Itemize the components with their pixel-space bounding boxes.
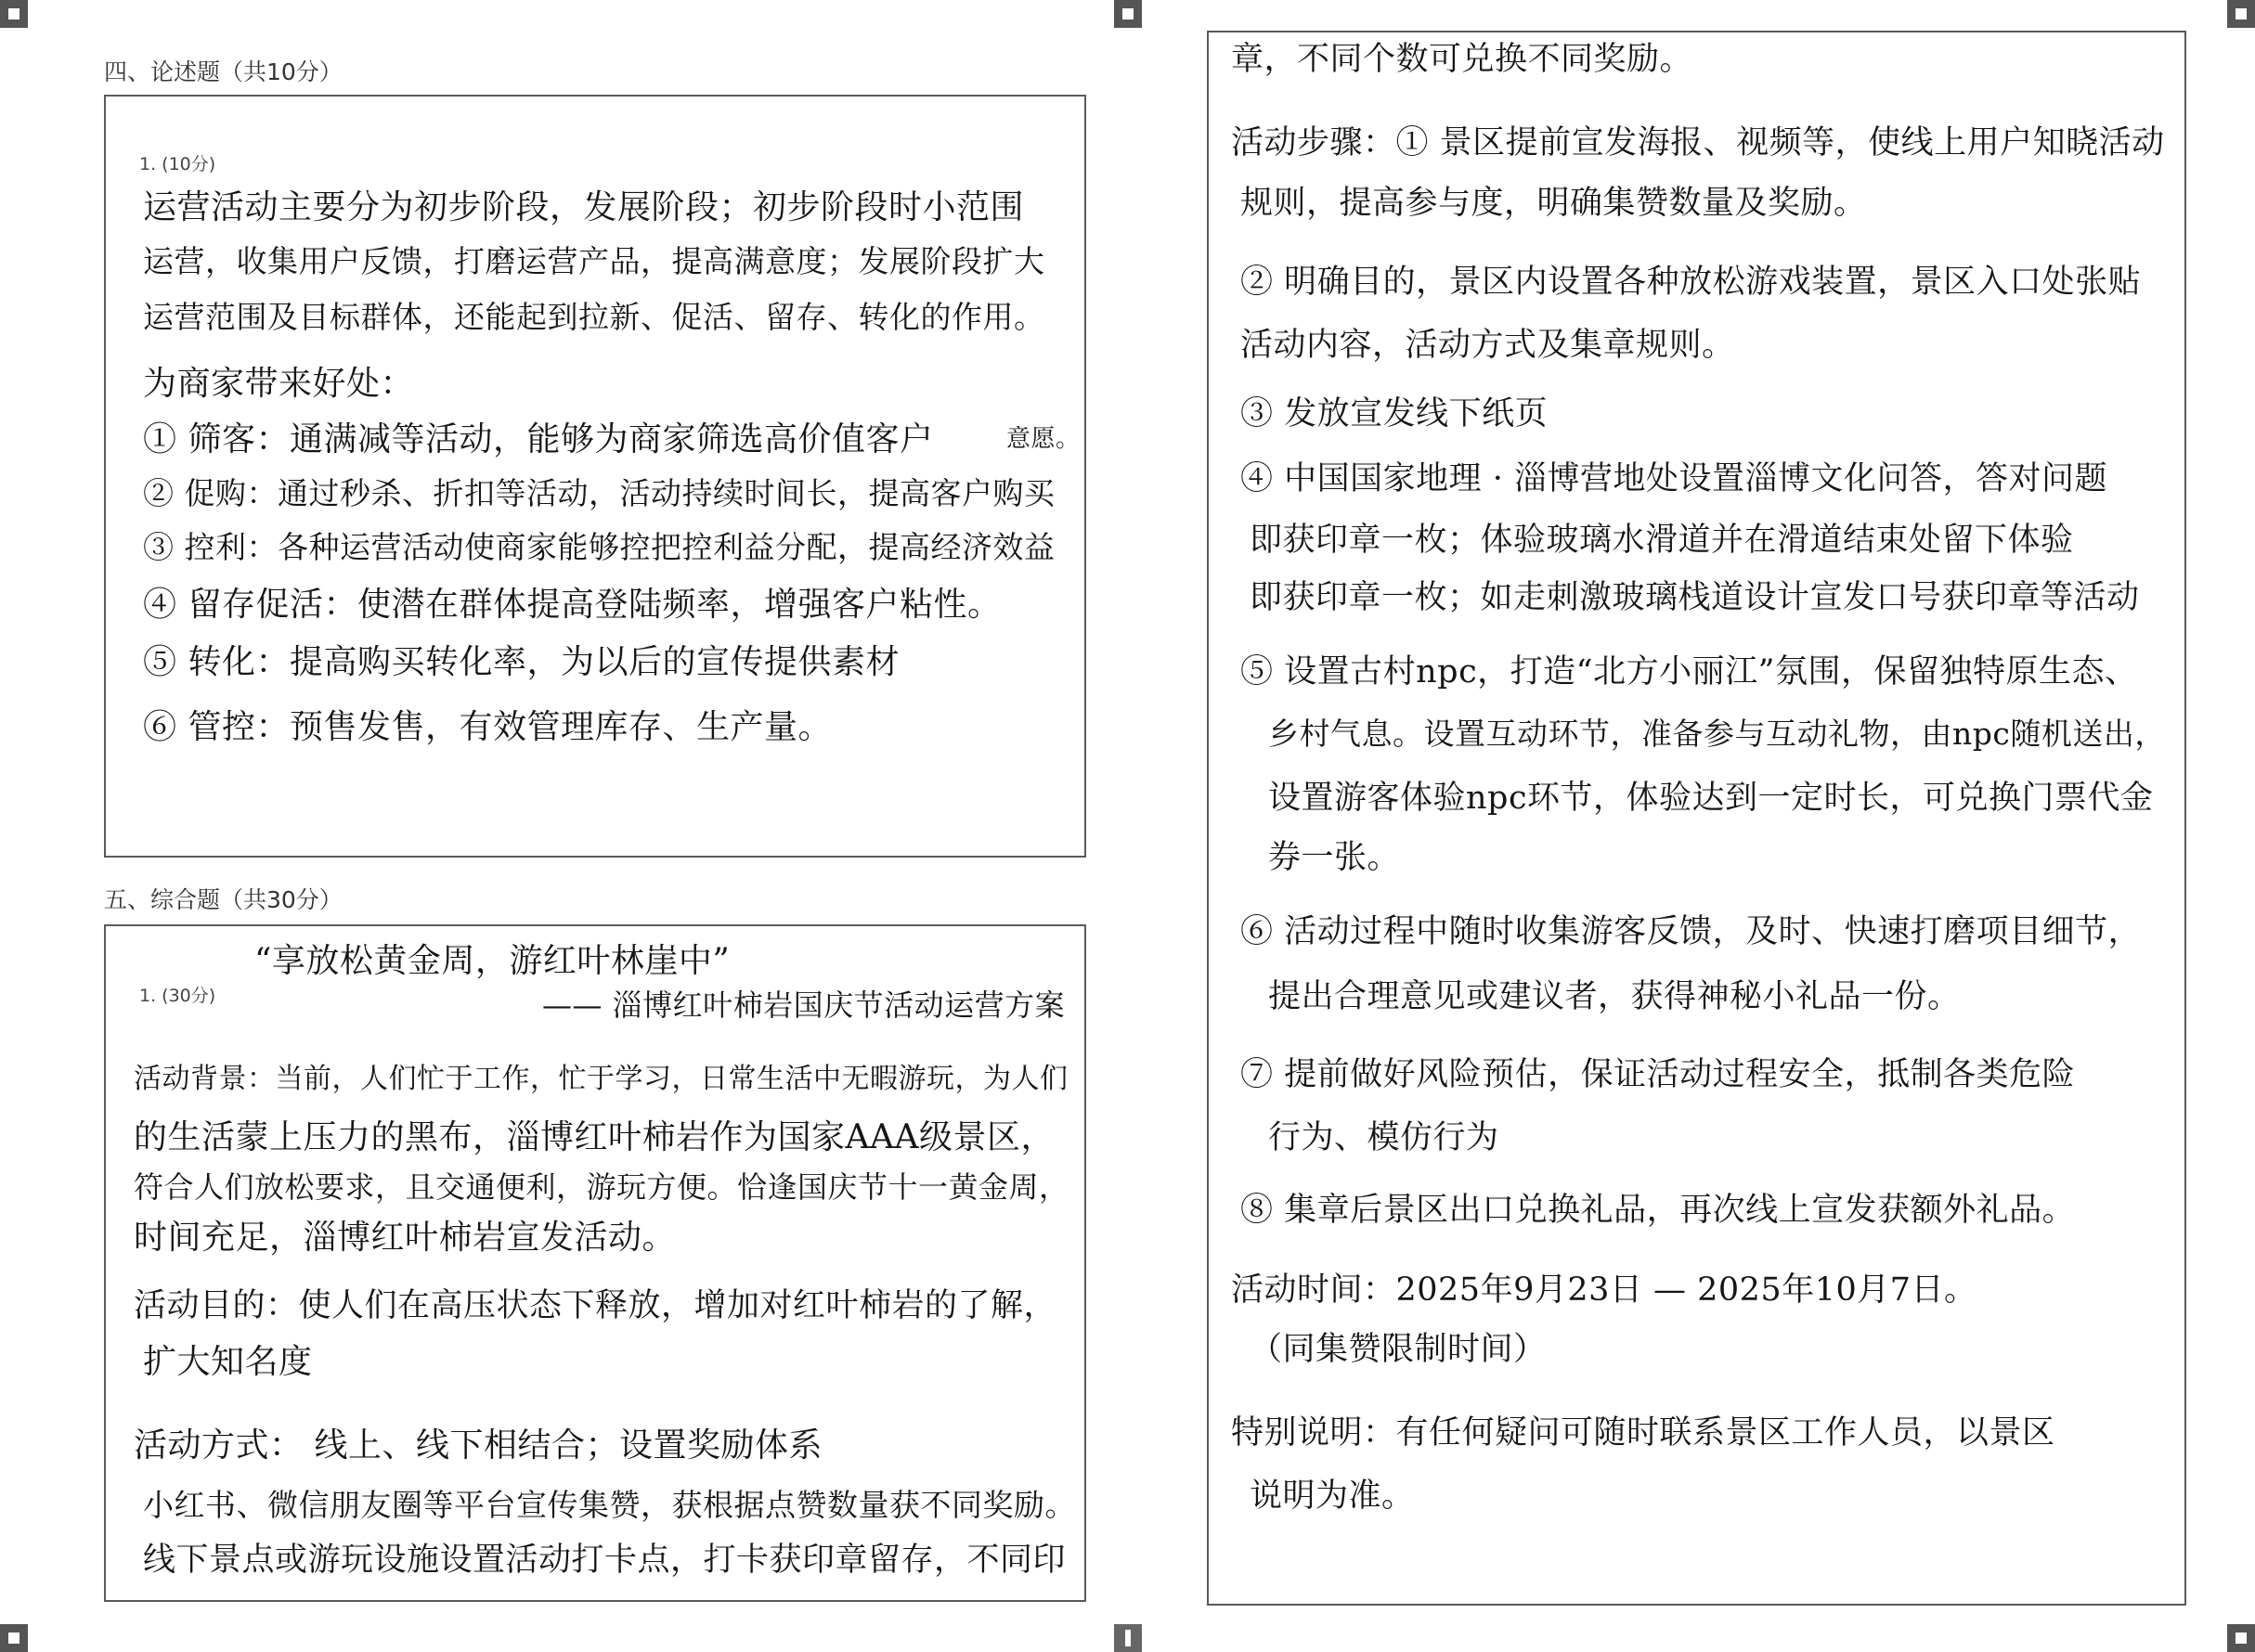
- scan-marker-top-center: [1114, 0, 1142, 28]
- section-4-line-3: 运营范围及目标群体，还能起到拉新、促活、留存、转化的作用。: [143, 301, 1045, 335]
- scan-marker-bottom-left: [0, 1624, 28, 1652]
- section-4-line-5: ① 筛客：通满减等活动，能够为商家筛选高价值客户: [143, 421, 934, 458]
- right-line-5: 活动内容，活动方式及集章规则。: [1240, 328, 1735, 364]
- right-line-10: ⑤ 设置古村npc，打造“北方小丽江”氛围，保留独特原生态、: [1240, 654, 2138, 690]
- right-line-22: 说明为准。: [1250, 1478, 1415, 1515]
- section-4-margin-note: 意愿。: [1006, 426, 1081, 453]
- section-4-line-1: 运营活动主要分为初步阶段，发展阶段；初步阶段时小范围: [143, 189, 1025, 226]
- section-5-title: 五、综合题（共30分）: [104, 886, 343, 913]
- right-line-6: ③ 发放宣发线下纸页: [1240, 396, 1549, 432]
- right-line-16: ⑦ 提前做好风险预估，保证活动过程安全，抵制各类危险: [1240, 1057, 2076, 1093]
- scan-marker-bottom-center: [1114, 1624, 1142, 1652]
- section-5-question-label: 1. (30分): [139, 986, 216, 1006]
- right-line-18: ⑧ 集章后景区出口兑换礼品，再次线上宣发获额外礼品。: [1240, 1193, 2076, 1229]
- right-line-3: 规则，提高参与度，明确集赞数量及奖励。: [1240, 186, 1867, 222]
- right-line-2: 活动步骤：① 景区提前宣发海报、视频等，使线上用户知晓活动: [1231, 125, 2165, 161]
- right-line-15: 提出合理意见或建议者，获得神秘小礼品一份。: [1268, 979, 1961, 1015]
- section-5-activity-title: “享放松黄金周，游红叶林崖中”: [254, 943, 731, 980]
- right-line-12: 设置游客体验npc环节，体验达到一定时长，可兑换门票代金: [1268, 781, 2154, 817]
- section-5-line-8: 扩大知名度: [143, 1344, 313, 1381]
- right-answer-box: [1207, 31, 2186, 1606]
- right-line-13: 券一张。: [1268, 840, 1401, 876]
- section-4-line-10: ⑥ 管控：预售发售，有效管理库存、生产量。: [143, 709, 832, 746]
- section-5-line-6: 时间充足，淄博红叶柿岩宣发活动。: [134, 1220, 677, 1257]
- section-5-line-10: 小红书、微信朋友圈等平台宣传集赞，获根据点赞数量获不同奖励。: [143, 1489, 1076, 1523]
- scan-marker-top-right: [2227, 0, 2255, 28]
- right-line-4: ② 明确目的，景区内设置各种放松游戏装置，景区入口处张贴: [1240, 265, 2142, 301]
- section-5-line-4: 的生活蒙上压力的黑布，淄博红叶柿岩作为国家AAA级景区，: [134, 1119, 1055, 1156]
- right-line-8: 即获印章一枚；体验玻璃水滑道并在滑道结束处留下体验: [1250, 523, 2074, 559]
- section-5-line-3: 活动背景：当前，人们忙于工作，忙于学习，日常生活中无暇游玩，为人们: [134, 1064, 1069, 1094]
- right-line-17: 行为、模仿行为: [1268, 1120, 1499, 1156]
- right-line-1: 章，不同个数可兑换不同奖励。: [1231, 42, 1693, 78]
- right-line-11: 乡村气息。设置互动环节，准备参与互动礼物，由npc随机送出，: [1268, 717, 2166, 752]
- right-line-21: 特别说明：有任何疑问可随时联系景区工作人员，以景区: [1231, 1415, 2055, 1452]
- section-4-title: 四、论述题（共10分）: [104, 58, 343, 85]
- section-4-answer-box: [104, 95, 1086, 858]
- section-4-line-2: 运营，收集用户反馈，打磨运营产品，提高满意度；发展阶段扩大: [143, 245, 1045, 279]
- section-4-question-label: 1. (10分): [139, 154, 216, 174]
- right-line-7: ④ 中国国家地理 · 淄博营地处设置淄博文化问答，答对问题: [1240, 461, 2108, 497]
- right-line-9: 即获印章一枚；如走刺激玻璃栈道设计宣发口号获印章等活动: [1250, 580, 2140, 616]
- section-5-line-7: 活动目的：使人们在高压状态下释放，增加对红叶柿岩的了解，: [134, 1288, 1057, 1324]
- scan-marker-bottom-right: [2227, 1624, 2255, 1652]
- section-4-line-9: ⑤ 转化：提高购买转化率，为以后的宣传提供素材: [143, 644, 900, 681]
- section-5-line-9: 活动方式： 线上、线下相结合；设置奖励体系: [134, 1427, 823, 1465]
- scan-marker-top-left: [0, 0, 28, 28]
- right-line-20: （同集赞限制时间）: [1250, 1332, 1547, 1368]
- section-5-activity-subtitle: —— 淄博红叶柿岩国庆节活动运营方案: [542, 989, 1066, 1023]
- section-4-line-7: ③ 控利：各种运营活动使商家能够控把控利益分配，提高经济效益: [143, 531, 1056, 565]
- section-4-line-6: ② 促购：通过秒杀、折扣等活动，活动持续时间长，提高客户购买: [143, 477, 1056, 511]
- section-5-answer-box: [104, 924, 1086, 1602]
- section-4-line-8: ④ 留存促活：使潜在群体提高登陆频率，增强客户粘性。: [143, 587, 1002, 624]
- section-5-line-11: 线下景点或游玩设施设置活动打卡点，打卡获印章留存，不同印: [143, 1542, 1067, 1579]
- right-line-14: ⑥ 活动过程中随时收集游客反馈，及时、快速打磨项目细节，: [1240, 914, 2142, 950]
- section-4-line-4: 为商家带来好处：: [143, 366, 415, 403]
- right-line-19: 活动时间：2025年9月23日 — 2025年10月7日。: [1231, 1272, 1977, 1309]
- section-5-line-5: 符合人们放松要求，且交通便利，游玩方便。恰逢国庆节十一黄金周，: [134, 1171, 1069, 1205]
